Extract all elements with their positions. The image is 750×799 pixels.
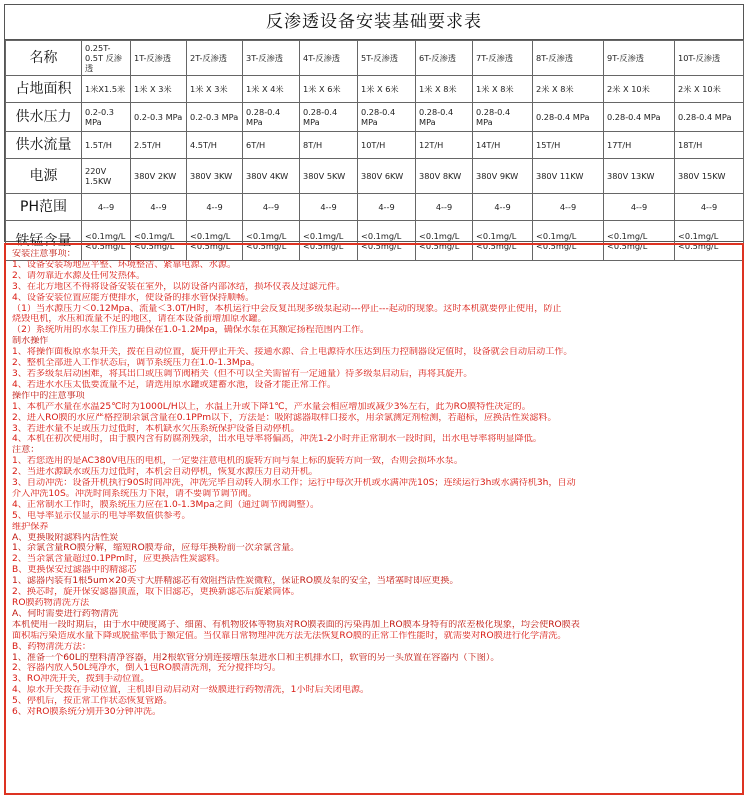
column-header: 9T-反渗透 — [604, 41, 675, 76]
table-title: 反渗透设备安装基础要求表 — [5, 5, 743, 40]
table-cell: <0.1mg/L <0.5mg/L — [300, 221, 358, 261]
table-cell: 2米 X 8米 — [533, 76, 604, 103]
table-cell: 1米 X 3米 — [131, 76, 187, 103]
note-line: 1、本机产水量在水温25℃时为1000L/H以上，水温上升或下降1℃，产水量会相应增加或减少3%左右，此为RO膜特性决定的。 — [12, 401, 531, 412]
note-heading: 1、滤器内装有1根5um×20英寸大胖精滤芯有效阻挡活性炭微粒，保证RO膜及泵的安全，当堵塞时即应更换。 — [12, 576, 459, 587]
table-cell: 4--9 — [187, 194, 243, 221]
row-label: 供水流量 — [6, 132, 82, 159]
table-cell: 14T/H — [473, 132, 533, 159]
table-cell: 4--9 — [131, 194, 187, 221]
note-line: B、药物清洗方法： — [12, 641, 91, 652]
spec-table-panel — [4, 4, 744, 251]
note-heading: 本机使用一段时期后，由于水中硬度离子、细菌、有机物胶体等物质对RO膜表面的污染再加上RO膜本身特有的浓差极化现象，均会使RO膜表 — [12, 619, 580, 630]
spec-table — [5, 40, 744, 261]
note-line: 3、若进水量不足或压力过低时，本机缺水欠压系统保护设备自动停机。 — [12, 423, 300, 434]
note-heading: A、更换吸附滤料内活性炭 — [12, 532, 119, 543]
table-cell: 12T/H — [416, 132, 473, 159]
note-line: 2、进入RO膜的水应严格控制余氯含量在0.1PPm以下，方法是：吸附滤器取样口接水，用余氯测定剂检测，若超标，应换活性炭滤料。 — [12, 412, 557, 423]
table-cell: 4--9 — [82, 194, 131, 221]
table-cell: 380V 15KW — [675, 159, 744, 194]
note-line: 3、自动冲洗：设备开机执行90S时间冲洗，冲洗完毕自动转入制水工作；运行中每次开机或水满冲洗10S；连续运行3h或水满待机3h，自动 — [12, 478, 576, 489]
table-cell: 1.5T/H — [82, 132, 131, 159]
table-cell: 0.28-0.4 MPa — [416, 103, 473, 132]
table-cell: <0.1mg/L <0.5mg/L — [243, 221, 300, 261]
table-cell: 380V 6KW — [358, 159, 416, 194]
column-header: 8T-反渗透 — [533, 41, 604, 76]
table-cell: 1米 X 6米 — [358, 76, 416, 103]
table-cell: 4--9 — [675, 194, 744, 221]
note-heading: 操作中的注意事项 — [12, 390, 85, 401]
table-cell: 0.2-0.3 MPa — [187, 103, 243, 132]
note-heading: A、何时需要进行药物清洗 — [12, 608, 119, 619]
table-cell: 4.5T/H — [187, 132, 243, 159]
note-heading: 1、准备一个60L的塑料清净容器，用2根软管分别连接增压泵进水口和主机排水口，软管的另一头放置在容器内（下图）。 — [12, 652, 500, 663]
table-cell: 0.28-0.4 MPa — [358, 103, 416, 132]
table-cell: 380V 3KW — [187, 159, 243, 194]
table-cell: 380V 8KW — [416, 159, 473, 194]
note-line: 烧毁电机，水压和流量不足的地区，请在本设备前增加原水罐。 — [12, 314, 267, 325]
table-cell: <0.1mg/L <0.5mg/L — [675, 221, 744, 261]
table-cell: 1米 X 8米 — [473, 76, 533, 103]
row-label: 铁锰含量 — [6, 221, 82, 261]
table-cell: <0.1mg/L <0.5mg/L — [473, 221, 533, 261]
note-line: 5、停机后，按正常工作状态恢复管路。 — [12, 696, 173, 707]
note-line: 3、若多级泵启动困难，将其出口或压调节阀稍关（但不可以全关需留有一定通量）待多级泵启动后，再将其旋开。 — [12, 368, 473, 379]
table-cell: 2.5T/H — [131, 132, 187, 159]
table-cell: 380V 5KW — [300, 159, 358, 194]
table-cell: 220V 1.5KW — [82, 159, 131, 194]
note-heading: 制水操作 — [12, 336, 49, 347]
table-cell: 4--9 — [300, 194, 358, 221]
note-line: 4、设备安装位置应能方便排水，使设备的排水管保持顺畅。 — [12, 292, 255, 303]
table-cell: 15T/H — [533, 132, 604, 159]
table-cell: 380V 13KW — [604, 159, 675, 194]
note-line: 4、正常制水工作时，膜系统压力应在1.0-1.3Mpa之间（通过调节阀调整）。 — [12, 499, 320, 510]
note-line: 2、当进水源缺水或压力过低时，本机会自动停机，恢复水源压力自动开机。 — [12, 467, 318, 478]
column-header: 4T-反渗透 — [300, 41, 358, 76]
table-cell: 1米X1.5米 — [82, 76, 131, 103]
row-label: 供水压力 — [6, 103, 82, 132]
column-header: 6T-反渗透 — [416, 41, 473, 76]
note-line: 1、若您选用的是AC380V电压的电机，一定要注意电机的旋转方向与泵上标的旋转方向一致，否则会损坏水泵。 — [12, 456, 463, 467]
column-header: 7T-反渗透 — [473, 41, 533, 76]
note-line: 1、设备安装场地应平整、环境整洁、紧靠电源、水源。 — [12, 259, 237, 270]
note-line: （1）当水源压力＜0.12Mpa、流量＜3.0T/H时，本机运行中会反复出现多级泵起动---停止---起动的现象。这时本机就要停止使用，防止 — [12, 303, 562, 314]
table-cell: 4--9 — [533, 194, 604, 221]
table-cell: <0.1mg/L <0.5mg/L — [416, 221, 473, 261]
table-cell: 0.28-0.4 MPa — [300, 103, 358, 132]
table-cell: 8T/H — [300, 132, 358, 159]
notes-panel — [4, 243, 744, 795]
row-label: PH范围 — [6, 194, 82, 221]
table-cell: 1米 X 6米 — [300, 76, 358, 103]
note-line: 2、请勿靠近水源及任何发热体。 — [12, 270, 146, 281]
table-cell: 17T/H — [604, 132, 675, 159]
table-cell: <0.1mg/L <0.5mg/L — [604, 221, 675, 261]
note-heading: 注意： — [12, 445, 40, 456]
note-heading: 1、余氯含量RO膜分解，缩短RO膜寿命，应每年换粉前一次余氯含量。 — [12, 543, 300, 554]
note-line: RO膜药物清洗方法 — [12, 598, 90, 608]
table-cell: 0.28-0.4 MPa — [243, 103, 300, 132]
table-cell: <0.1mg/L <0.5mg/L — [187, 221, 243, 261]
note-line: 2、整机全部进入工作状态后，调节系统压力在1.0-1.3Mpa。 — [12, 358, 261, 369]
note-line: 维护保养 — [12, 521, 49, 532]
table-cell: <0.1mg/L <0.5mg/L — [82, 221, 131, 261]
table-cell: 0.28-0.4 MPa — [473, 103, 533, 132]
table-cell: 0.28-0.4 MPa — [604, 103, 675, 132]
table-cell: 4--9 — [416, 194, 473, 221]
column-header: 5T-反渗透 — [358, 41, 416, 76]
note-line: B、更换保安过滤器中的精滤芯 — [12, 565, 137, 576]
table-cell: 6T/H — [243, 132, 300, 159]
table-cell: 380V 4KW — [243, 159, 300, 194]
table-cell: 380V 11KW — [533, 159, 604, 194]
note-line: 2、换芯时，旋开保安滤器顶盖，取下旧滤芯，更换新滤芯后旋紧筒体。 — [12, 587, 300, 598]
note-line: 1、将操作面板原水泵开关，拨在自动位置，旋开停止开关、接通水源、合上电源待水压达到压力控制器设定值时，设备就会自动启动工作。 — [12, 347, 573, 358]
table-cell: 4--9 — [473, 194, 533, 221]
table-cell: <0.1mg/L <0.5mg/L — [131, 221, 187, 261]
note-line: 2、容器内放入50L纯净水，倒入1包RO膜清洗剂，充分搅拌均匀。 — [12, 663, 282, 674]
table-cell: 18T/H — [675, 132, 744, 159]
table-cell: 1米 X 8米 — [416, 76, 473, 103]
table-cell: 380V 9KW — [473, 159, 533, 194]
note-heading: 安装注意事项： — [12, 249, 76, 259]
table-row — [6, 103, 744, 132]
header-label: 名称 — [6, 41, 82, 76]
row-label: 电源 — [6, 159, 82, 194]
table-cell: <0.1mg/L <0.5mg/L — [358, 221, 416, 261]
note-line: 4、本机在初次使用时，由于膜内含有防腐剂残余，出水电导率将偏高，冲洗1-2小时并正常制水一段时间，出水电导率将明显降低。 — [12, 434, 542, 445]
table-cell: 4--9 — [358, 194, 416, 221]
table-cell: 2米 X 10米 — [604, 76, 675, 103]
table-row — [6, 76, 744, 103]
table-cell: 1米 X 4米 — [243, 76, 300, 103]
row-label: 占地面积 — [6, 76, 82, 103]
table-cell: 2米 X 10米 — [675, 76, 744, 103]
table-cell: 0.28-0.4 MPa — [533, 103, 604, 132]
note-line: 3、在北方地区不得将设备安装在室外，以防设备内部冰结，损坏仪表及过滤元件。 — [12, 281, 346, 292]
table-row — [6, 194, 744, 221]
table-cell: 10T/H — [358, 132, 416, 159]
note-line: 面积垢污染造成水量下降或脱盐率低于额定值。当仅靠日常物理冲洗方法无法恢复RO膜的正常工作性能时，就需要对RO膜进行化学清洗。 — [12, 630, 567, 641]
note-line: 介入冲洗10S。冲洗时间系统压力下限，请不要调节调节阀。 — [12, 488, 257, 499]
note-line: 2、当余氯含量超过0.1PPm时，应更换活性炭滤料。 — [12, 554, 225, 565]
table-cell: 0.2-0.3 MPa — [131, 103, 187, 132]
table-cell: 0.2-0.3 MPa — [82, 103, 131, 132]
table-row — [6, 159, 744, 194]
note-line: 3、RO冲洗开关，拨到手动位置。 — [12, 674, 150, 685]
table-header-row — [6, 41, 744, 76]
table-cell: <0.1mg/L <0.5mg/L — [533, 221, 604, 261]
column-header: 0.25T-0.5T 反渗透 — [82, 41, 131, 76]
table-cell: 0.28-0.4 MPa — [675, 103, 744, 132]
table-cell: 4--9 — [243, 194, 300, 221]
column-header: 10T-反渗透 — [675, 41, 744, 76]
table-cell: 380V 2KW — [131, 159, 187, 194]
table-row — [6, 132, 744, 159]
table-cell: 1米 X 3米 — [187, 76, 243, 103]
note-line: 4、原水开关拨在手动位置，主机即自动启动对一级膜进行药物清洗，1小时后关闭电源。 — [12, 685, 370, 696]
note-line: （2）系统所用的水泵工作压力确保在1.0-1.2Mpa，确保水泵在其额定扬程范围内工作。 — [12, 325, 370, 336]
table-cell: 4--9 — [604, 194, 675, 221]
note-line: 6、对RO膜系统分别开30分钟冲洗。 — [12, 707, 162, 718]
column-header: 1T-反渗透 — [131, 41, 187, 76]
column-header: 2T-反渗透 — [187, 41, 243, 76]
note-line: 4、若进水水压太低要流量不足，请选用原水罐或建蓄水池，设备才能正常工作。 — [12, 379, 337, 390]
note-line: 5、电导率显示仪显示的电导率数值供参考。 — [12, 510, 191, 521]
column-header: 3T-反渗透 — [243, 41, 300, 76]
notes-list — [12, 249, 736, 718]
